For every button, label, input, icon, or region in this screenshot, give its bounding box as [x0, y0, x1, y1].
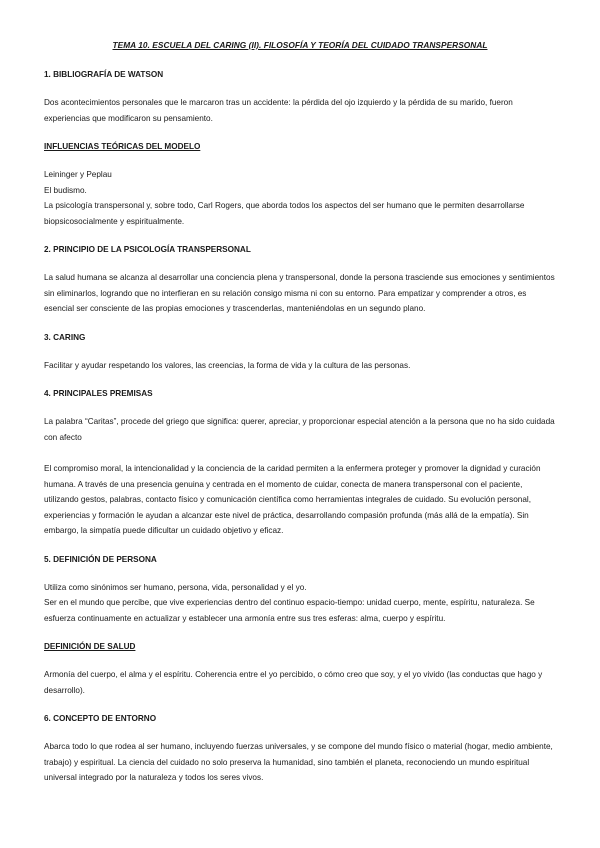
section-heading-principio: 2. PRINCIPIO DE LA PSICOLOGÍA TRANSPERSONAL: [44, 245, 251, 254]
section-heading-salud: DEFINICIÓN DE SALUD: [44, 642, 136, 651]
document-title: TEMA 10. ESCUELA DEL CARING (II). FILOSOFÍA Y TEORÍA DEL CUIDADO TRANSPERSONAL: [112, 40, 488, 50]
persona-item: Utiliza como sinónimos ser humano, persona, vida, personalidad y el yo.: [44, 582, 307, 592]
paragraph-caring: Facilitar y ayudar respetando los valores, las creencias, la forma de vida y la cultura de las personas.: [44, 360, 411, 370]
persona-item: Ser en el mundo que percibe, que vive experiencias dentro del continuo espacio-tiempo: unidad cuerpo, mente, espíritu, naturaleza. Se esfuerza continuamente en actualizar y establecer una armonía entre sus tres esferas: alma, cuerpo y espíritu.: [44, 598, 535, 623]
list-influencias: [44, 167, 556, 229]
section-heading-bibliografia: 1. BIBLIOGRAFÍA DE WATSON: [44, 70, 164, 79]
section-heading-persona: 5. DEFINICIÓN DE PERSONA: [44, 554, 157, 564]
section-heading-premisas: 4. PRINCIPALES PREMISAS: [44, 389, 153, 398]
influencia-item: El budismo.: [44, 185, 87, 195]
paragraph-entorno: Abarca todo lo que rodea al ser humano, incluyendo fuerzas universales, y se compone del mundo físico o material (hogar, medio ambiente, trabajo) y espiritual. La ciencia del cuidado no solo preserva la humanidad, sino también el planeta, reconociendo un mundo espiritual universal integrado por la naturaleza y todos los seres vivos.: [44, 742, 553, 782]
paragraph-salud: Armonía del cuerpo, el alma y el espíritu. Coherencia entre el yo percibido, o cómo creo que soy, y el yo vivido (las conductas que hago y desarrollo).: [44, 670, 543, 695]
paragraph-premisas-caritas: La palabra “Caritas”, procede del griego que significa: querer, apreciar, y proporcionar especial atención a la persona que no ha sido cuidada con afecto: [44, 417, 555, 442]
influencia-item: La psicología transpersonal y, sobre todo, Carl Rogers, que aborda todos los aspectos del ser humano que le permiten desarrollarse biopsicosocialmente y espiritualmente.: [44, 201, 525, 226]
section-heading-caring: 3. CARING: [44, 332, 86, 342]
list-persona: [44, 580, 556, 627]
section-heading-entorno: 6. CONCEPTO DE ENTORNO: [44, 714, 157, 723]
paragraph-principio: La salud humana se alcanza al desarrollar una conciencia plena y transpersonal, donde la persona trasciende sus emociones y sentimientos sin eliminarlos, logrando que no interfieran en su relación consigo misma ni con su entorno. Para empatizar y comprender a otros, es esencial ser consciente de las propias emociones y trascenderlas, manteniéndolas en un segundo plano.: [44, 273, 555, 313]
paragraph-premisas-compromiso: El compromiso moral, la intencionalidad y la conciencia de la caridad permiten a la enfermera proteger y promover la dignidad y curación humana. A través de una presencia genuina y centrada en el momento de cuidar, conecta de manera transpersonal con el paciente, utilizando gestos, palabras, contacto físico y comunicación científica como herramientas integrales de cuidado. Su evolución personal, experiencias y formación le ayudan a alcanzar este nivel de práctica, desarrollando compasión profunda (más allá de la empatía). Sin embargo, la simpatía puede dificultar un cuidado objetivo y eficaz.: [44, 464, 541, 535]
section-heading-influencias: INFLUENCIAS TEÓRICAS DEL MODELO: [44, 142, 201, 151]
influencia-item: Leininger y Peplau: [44, 170, 112, 179]
paragraph-bibliografia: Dos acontecimientos personales que le marcaron tras un accidente: la pérdida del ojo izquierdo y la pérdida de su marido, fueron experiencias que modificaron su pensamiento.: [44, 98, 513, 123]
